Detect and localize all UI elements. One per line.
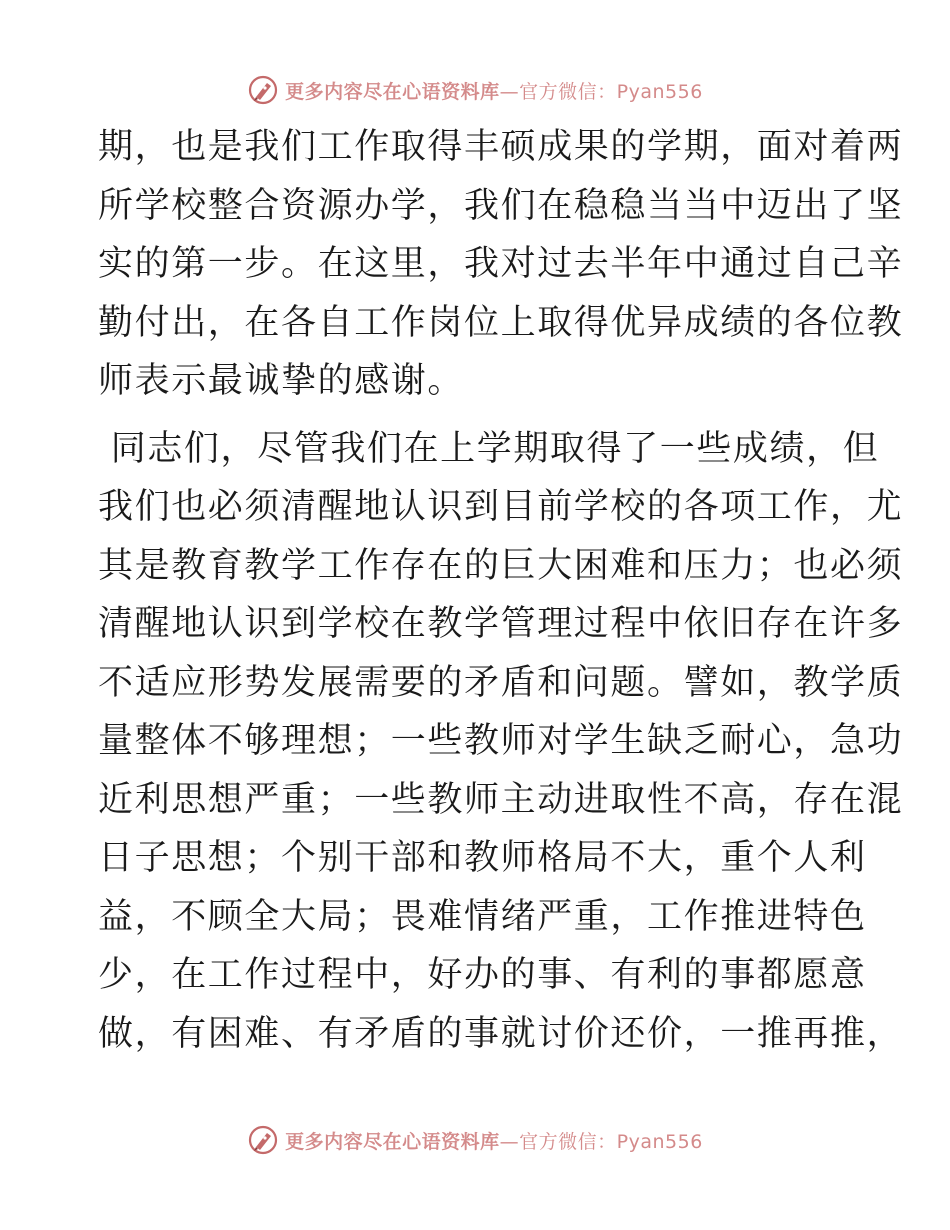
text-line: 实的第一步。在这里，我对过去半年中通过自己辛 <box>98 244 904 284</box>
paragraph-1 <box>98 118 904 411</box>
text-line: 勤付出，在各自工作岗位上取得优异成绩的各位教 <box>98 302 904 343</box>
text-line: 其是教育教学工作存在的巨大困难和压力；也必须 <box>98 545 904 586</box>
text-line: 我们也必须清醒地认识到目前学校的各项工作，尤 <box>98 487 904 527</box>
text-line: 同志们，尽管我们在上学期取得了一些成绩，但 <box>98 428 880 469</box>
document-body <box>98 118 904 1063</box>
header-banner <box>0 70 950 110</box>
text-line: 日子思想；个别干部和教师格局不大，重个人利 <box>98 838 867 878</box>
pen-nib-circle-icon <box>247 1124 279 1156</box>
text-line: 量整体不够理想；一些教师对学生缺乏耐心，急功 <box>98 721 904 761</box>
paragraph-2 <box>98 420 904 1064</box>
footer-banner <box>0 1120 950 1160</box>
text-line: 益，不顾全大局；畏难情绪严重，工作推进特色 <box>98 896 867 937</box>
footer-brand-text: 更多内容尽在心语资料库 <box>285 1130 500 1153</box>
header-wechat-text: —官方微信：Pyan556 <box>499 80 703 103</box>
pen-nib-circle-icon <box>247 74 279 106</box>
text-line: 所学校整合资源办学，我们在稳稳当当中迈出了坚 <box>98 185 904 226</box>
header-brand-text: 更多内容尽在心语资料库 <box>285 80 500 103</box>
text-line: 做，有困难、有矛盾的事就讨价还价，一推再推， <box>98 1013 904 1054</box>
text-line: 师表示最诚挚的感谢。 <box>98 361 465 401</box>
text-line: 少，在工作过程中，好办的事、有利的事都愿意 <box>98 955 867 995</box>
text-line: 不适应形势发展需要的矛盾和问题。譬如，教学质 <box>98 662 904 703</box>
text-line: 近利思想严重；一些教师主动进取性不高，存在混 <box>98 779 904 820</box>
text-line: 期，也是我们工作取得丰硕成果的学期，面对着两 <box>98 127 904 167</box>
text-line: 清醒地认识到学校在教学管理过程中依旧存在许多 <box>98 604 904 644</box>
footer-wechat-text: —官方微信：Pyan556 <box>499 1130 703 1153</box>
